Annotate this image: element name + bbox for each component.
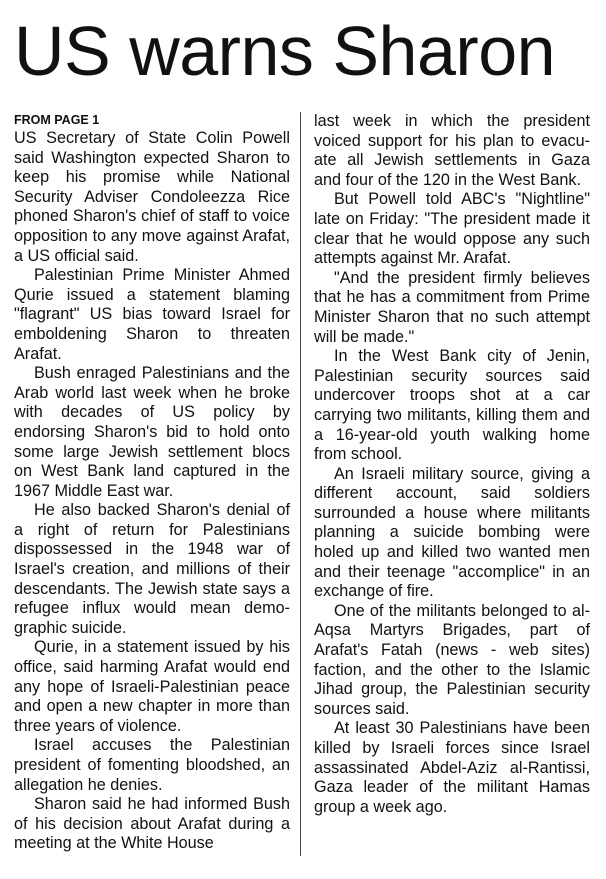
paragraph: US Secretary of State Colin Powell said Washington expected Sharon to keep his promise while National Security Adviser Condoleezza Rice phoned Sharon's chief of staff to voice opposition to any move against Arafat, a US official said. xyxy=(14,129,290,265)
left-column xyxy=(14,112,290,854)
paragraph: Qurie, in a statement issued by his office, said harming Arafat would end any hope of Israeli-Palestinian peace and open a new chapter in more than three years of violence. xyxy=(14,638,290,735)
paragraph: At least 30 Palestinians have been killed by Israeli forces since Israel assassinated Abdel-Aziz al-Rantissi, Gaza leader of the militant Hamas group a week ago. xyxy=(314,719,590,816)
paragraph: Palestinian Prime Minister Ahmed Qurie issued a statement blaming "flagrant" US bias toward Israel for emboldening Sharon to threaten Arafat. xyxy=(14,266,290,363)
right-column xyxy=(314,112,590,817)
paragraph: last week in which the president voiced support for his plan to evacuate all Jewish settlements in Gaza and four of the 120 in the West Bank. xyxy=(314,112,590,189)
paragraph: An Israeli military source, giving a different account, said soldiers surrounded a house where militants planning a suicide bombing were holed up and killed two wanted men and their teenage "accomplice" in an exchange of fire. xyxy=(314,464,590,601)
paragraph: Sharon said he had informed Bush of his decision about Arafat during a meeting at the White House xyxy=(14,795,290,853)
paragraph: He also backed Sharon's denial of a right of return for Palestinians dispossessed in the 1948 war of Israel's creation, and millions of their descendants. The Jewish state says a refugee influx would mean demographic suicide. xyxy=(14,501,290,637)
paragraph: One of the militants belonged to al-Aqsa Martyrs Brigades, part of Arafat's Fatah (news - web sites) faction, and the other to the Islamic Jihad group, the Palestinian security sources said. xyxy=(314,601,590,718)
paragraph: Bush enraged Palestinians and the Arab world last week when he broke with decades of US policy by endorsing Sharon's bid to hold onto some large Jewish settlement blocs on West Bank land captured in the 1967 Middle East war. xyxy=(14,364,290,500)
kicker: FROM PAGE 1 xyxy=(14,113,100,127)
column-divider xyxy=(300,112,301,856)
paragraph: But Powell told ABC's "Nightline" late on Friday: "The president made it clear that he would oppose any such attempts against Mr. Arafat. xyxy=(314,190,590,268)
headline: US warns Sharon xyxy=(14,12,556,90)
paragraph: Israel accuses the Palestinian president of fomenting bloodshed, an allegation he denies. xyxy=(14,736,290,794)
paragraph: In the West Bank city of Jenin, Palestinian security sources said undercover troops shot at a car carrying two militants, killing them and a 16-year-old youth walking home from school. xyxy=(314,347,590,464)
paragraph: "And the president firmly believes that he has a commitment from Prime Minister Sharon that no such attempt will be made." xyxy=(314,268,590,346)
